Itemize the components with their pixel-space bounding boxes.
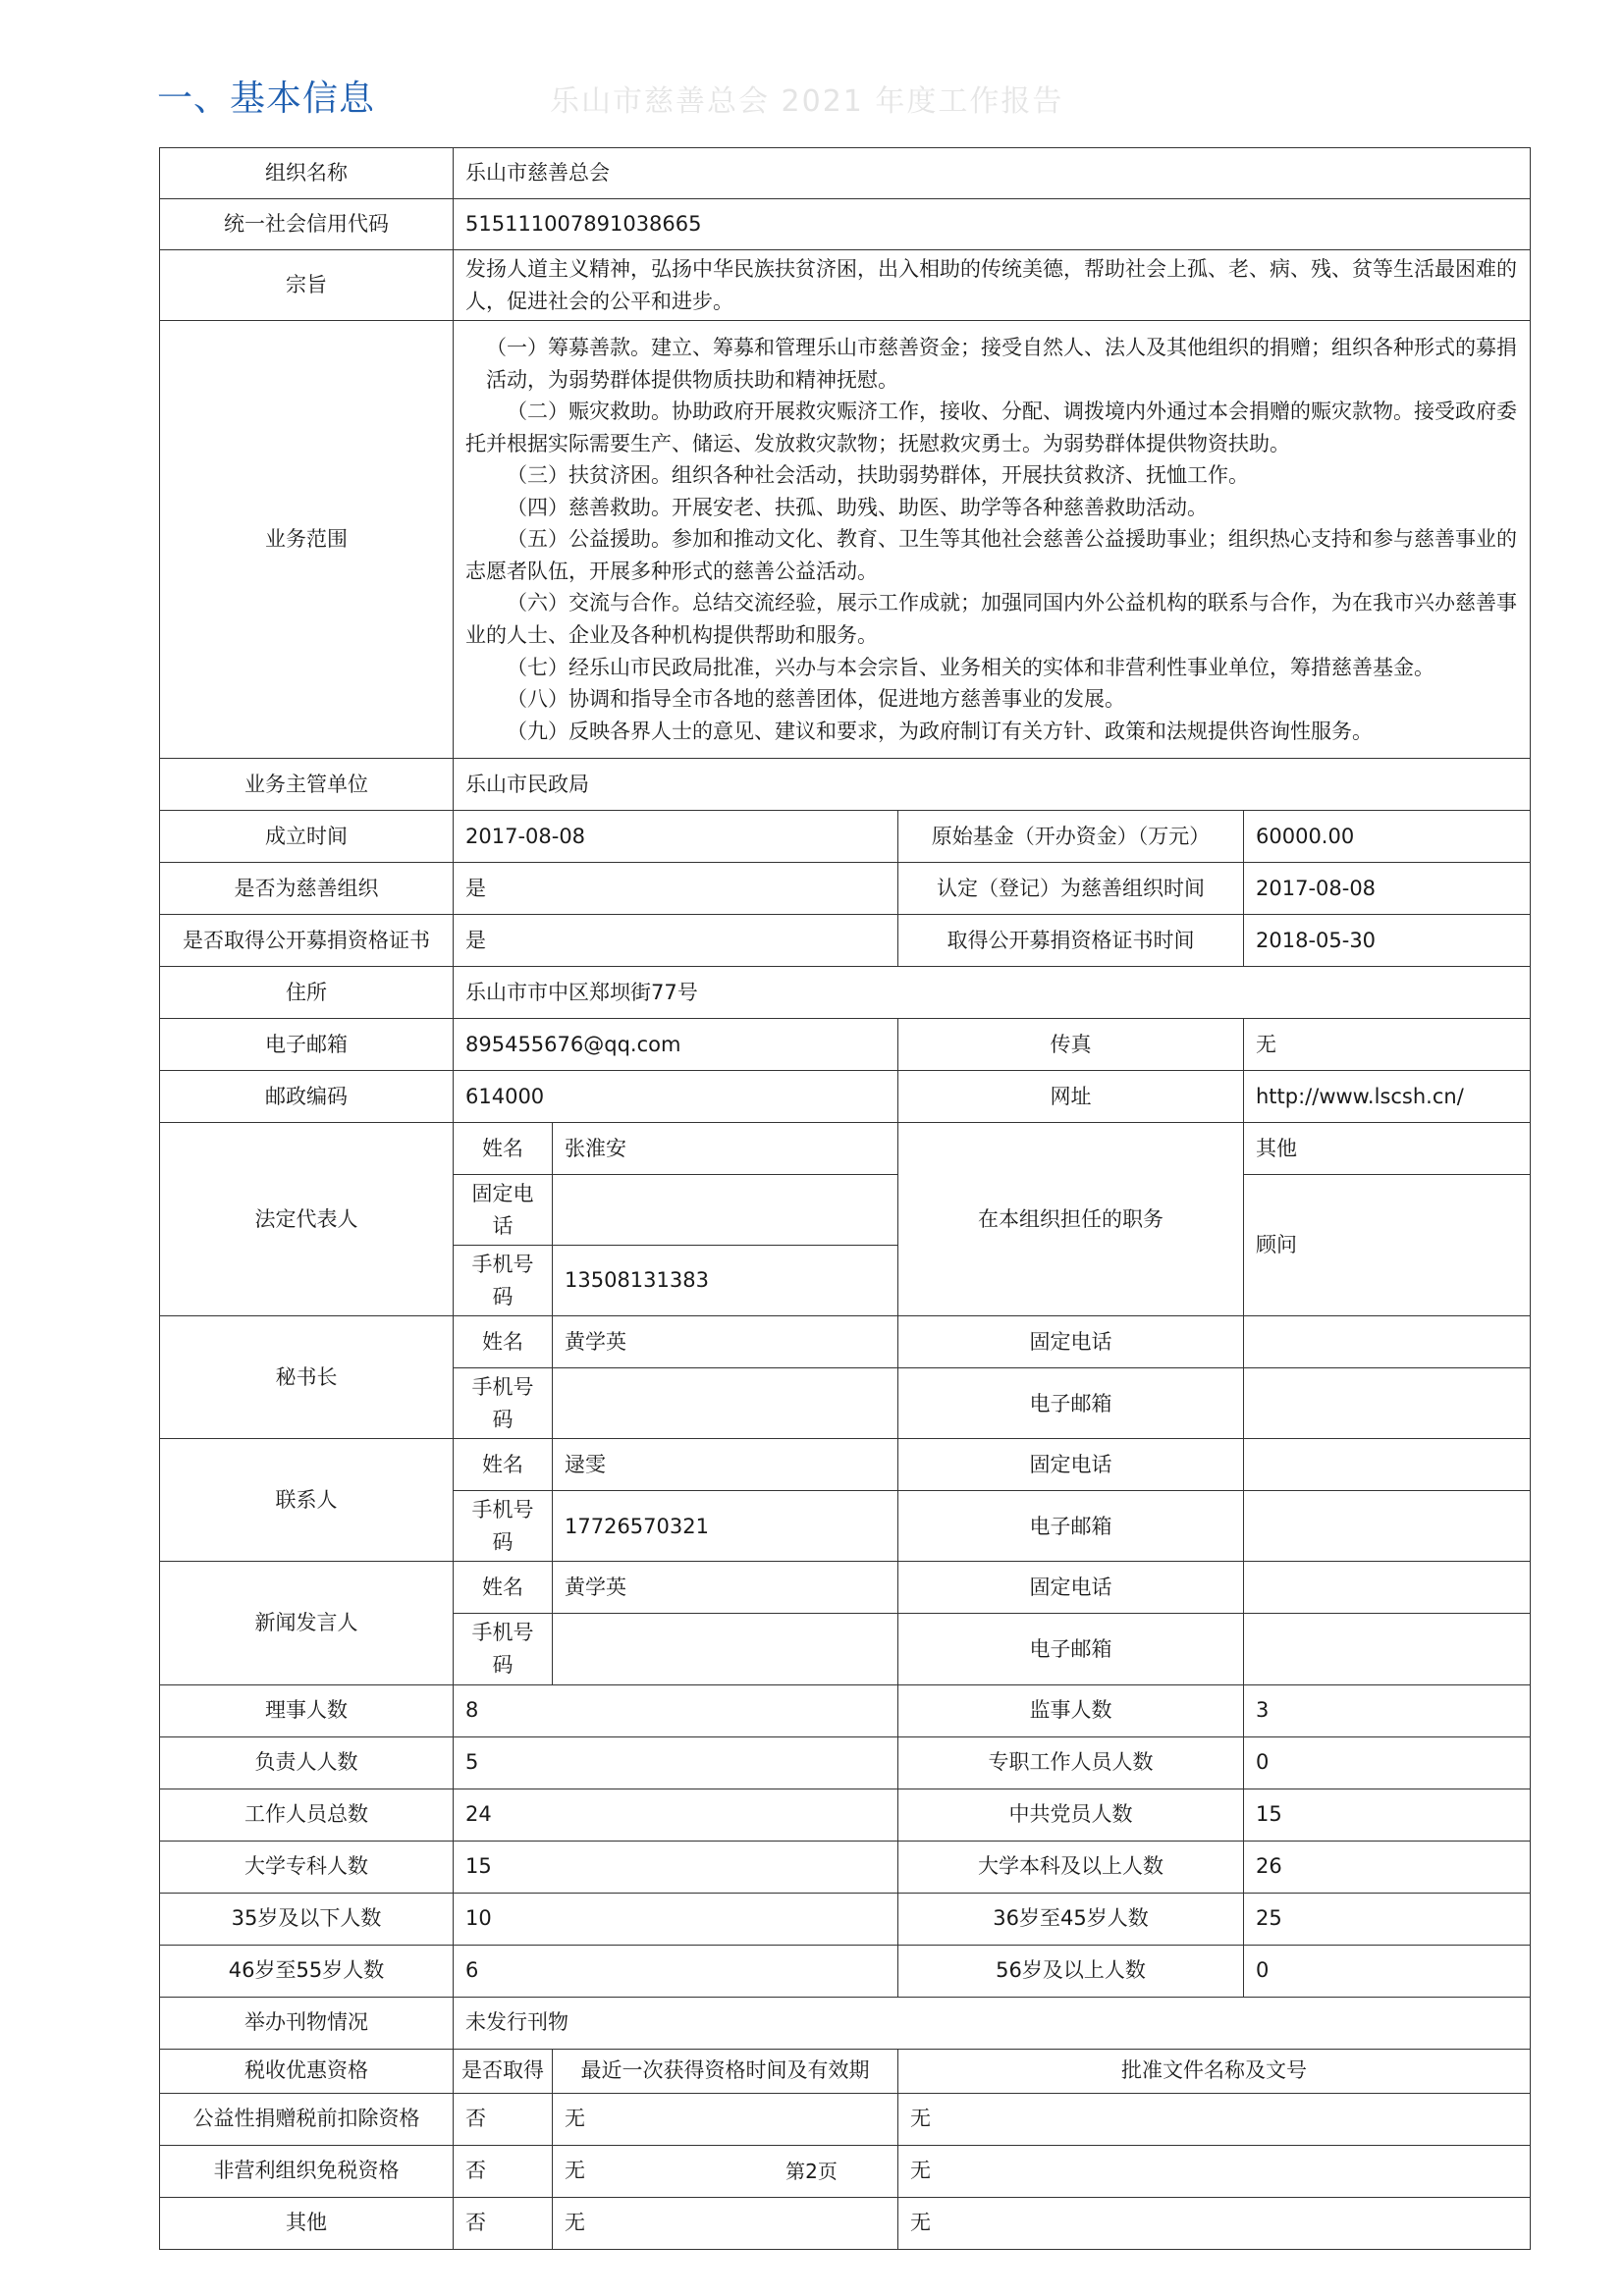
contact-mobile-value: 17726570321 bbox=[553, 1491, 898, 1562]
tax-row-recent: 无 bbox=[553, 2145, 898, 2197]
tax-row-obtained: 否 bbox=[454, 2093, 553, 2145]
row-address bbox=[160, 967, 1531, 1019]
contact-phone-value bbox=[1244, 1439, 1531, 1491]
page-number: 第2页 bbox=[785, 2160, 838, 2183]
legal-rep-mobile-value: 13508131383 bbox=[553, 1246, 898, 1316]
secretary-label: 秘书长 bbox=[160, 1316, 454, 1439]
tax-row bbox=[160, 2093, 1531, 2145]
secretary-mobile-value bbox=[553, 1368, 898, 1439]
spokesperson-email-label: 电子邮箱 bbox=[898, 1614, 1244, 1684]
tax-row-doc: 无 bbox=[898, 2145, 1531, 2197]
charity-date-value: 2017-08-08 bbox=[1244, 863, 1531, 915]
scope-item: （一）筹募善款。建立、筹募和管理乐山市慈善资金；接受自然人、法人及其他组织的捐赠；组织各种形式的募捐活动，为弱势群体提供物质扶助和精神抚慰。 bbox=[486, 336, 1517, 392]
spokesperson-mobile-value bbox=[553, 1614, 898, 1684]
credit-code-label: 统一社会信用代码 bbox=[160, 199, 454, 250]
stat-value: 25 bbox=[1244, 1893, 1531, 1945]
stat-value: 8 bbox=[454, 1684, 898, 1736]
tax-row-doc: 无 bbox=[898, 2197, 1531, 2249]
stat-label: 大学本科及以上人数 bbox=[898, 1841, 1244, 1893]
legal-rep-position-label: 在本组织担任的职务 bbox=[898, 1123, 1244, 1316]
contact-mobile-label: 手机号码 bbox=[454, 1491, 553, 1562]
spokesperson-label: 新闻发言人 bbox=[160, 1562, 454, 1684]
contact-name-label: 姓名 bbox=[454, 1439, 553, 1491]
stat-label: 56岁及以上人数 bbox=[898, 1945, 1244, 1997]
spokesperson-mobile-label: 手机号码 bbox=[454, 1614, 553, 1684]
stat-value: 0 bbox=[1244, 1736, 1531, 1789]
scope-value bbox=[454, 321, 1531, 759]
tax-col-recent: 最近一次获得资格时间及有效期 bbox=[553, 2049, 898, 2093]
legal-rep-position-other: 其他 bbox=[1244, 1123, 1531, 1175]
row-stat bbox=[160, 1893, 1531, 1945]
spokesperson-phone-value bbox=[1244, 1562, 1531, 1614]
contact-name-value: 逯雯 bbox=[553, 1439, 898, 1491]
org-name-value: 乐山市慈善总会 bbox=[454, 148, 1531, 199]
stat-value: 26 bbox=[1244, 1841, 1531, 1893]
legal-rep-name-value: 张淮安 bbox=[553, 1123, 898, 1175]
row-fundraising-cert bbox=[160, 915, 1531, 967]
tax-row-label: 非营利组织免税资格 bbox=[160, 2145, 454, 2197]
scope-item: （九）反映各界人士的意见、建议和要求，为政府制订有关方针、政策和法规提供咨询性服务。 bbox=[507, 719, 1373, 743]
row-legal-rep-name bbox=[160, 1123, 1531, 1175]
secretary-name-value: 黄学英 bbox=[553, 1316, 898, 1368]
stat-value: 10 bbox=[454, 1893, 898, 1945]
org-name-label: 组织名称 bbox=[160, 148, 454, 199]
row-secretary-name bbox=[160, 1316, 1531, 1368]
stat-label: 35岁及以下人数 bbox=[160, 1893, 454, 1945]
row-credit-code bbox=[160, 199, 1531, 250]
row-stat bbox=[160, 1841, 1531, 1893]
postcode-value: 614000 bbox=[454, 1071, 898, 1123]
legal-rep-mobile-label: 手机号码 bbox=[454, 1246, 553, 1316]
publication-value: 未发行刊物 bbox=[454, 1997, 1531, 2049]
tax-col-doc: 批准文件名称及文号 bbox=[898, 2049, 1531, 2093]
stat-label: 监事人数 bbox=[898, 1684, 1244, 1736]
spokesperson-email-value bbox=[1244, 1614, 1531, 1684]
postcode-label: 邮政编码 bbox=[160, 1071, 454, 1123]
stat-value: 5 bbox=[454, 1736, 898, 1789]
fundraising-cert-label: 是否取得公开募捐资格证书 bbox=[160, 915, 454, 967]
fundraising-cert-date-label: 取得公开募捐资格证书时间 bbox=[898, 915, 1244, 967]
row-email bbox=[160, 1019, 1531, 1071]
stat-value: 15 bbox=[454, 1841, 898, 1893]
website-value: http://www.lscsh.cn/ bbox=[1244, 1071, 1531, 1123]
row-stat bbox=[160, 1684, 1531, 1736]
purpose-value: 发扬人道主义精神，弘扬中华民族扶贫济困，出入相助的传统美德，帮助社会上孤、老、病、残、贫等生活最困难的人，促进社会的公平和进步。 bbox=[454, 250, 1531, 321]
scope-item: （二）赈灾救助。协助政府开展救灾赈济工作，接收、分配、调拨境内外通过本会捐赠的赈灾款物。接受政府委托并根据实际需要生产、储运、发放救灾款物；抚慰救灾勇士。为弱势群体提供物资扶助。 bbox=[465, 400, 1517, 455]
legal-rep-name-label: 姓名 bbox=[454, 1123, 553, 1175]
contact-phone-label: 固定电话 bbox=[898, 1439, 1244, 1491]
contact-label: 联系人 bbox=[160, 1439, 454, 1562]
contact-email-label: 电子邮箱 bbox=[898, 1491, 1244, 1562]
stat-label: 专职工作人员人数 bbox=[898, 1736, 1244, 1789]
tax-row-recent: 无 bbox=[553, 2093, 898, 2145]
fax-value: 无 bbox=[1244, 1019, 1531, 1071]
row-tax-header bbox=[160, 2049, 1531, 2093]
tax-row-obtained: 否 bbox=[454, 2145, 553, 2197]
charity-date-label: 认定（登记）为慈善组织时间 bbox=[898, 863, 1244, 915]
secretary-phone-value bbox=[1244, 1316, 1531, 1368]
scope-item: （三）扶贫济困。组织各种社会活动，扶助弱势群体，开展扶贫救济、抚恤工作。 bbox=[507, 463, 1249, 488]
bleed-through-header: 乐山市慈善总会 2021 年度工作报告 bbox=[550, 84, 1064, 119]
stat-label: 36岁至45岁人数 bbox=[898, 1893, 1244, 1945]
row-is-charity bbox=[160, 863, 1531, 915]
tax-row-doc: 无 bbox=[898, 2093, 1531, 2145]
address-label: 住所 bbox=[160, 967, 454, 1019]
row-supervisor bbox=[160, 759, 1531, 811]
established-value: 2017-08-08 bbox=[454, 811, 898, 863]
publication-label: 举办刊物情况 bbox=[160, 1997, 454, 2049]
spokesperson-name-label: 姓名 bbox=[454, 1562, 553, 1614]
stat-value: 15 bbox=[1244, 1789, 1531, 1841]
spokesperson-name-value: 黄学英 bbox=[553, 1562, 898, 1614]
scope-label: 业务范围 bbox=[160, 321, 454, 759]
stat-label: 大学专科人数 bbox=[160, 1841, 454, 1893]
basic-info-table bbox=[159, 147, 1531, 2250]
supervisor-value: 乐山市民政局 bbox=[454, 759, 1531, 811]
supervisor-label: 业务主管单位 bbox=[160, 759, 454, 811]
secretary-email-value bbox=[1244, 1368, 1531, 1439]
stat-label: 理事人数 bbox=[160, 1684, 454, 1736]
tax-row-label: 公益性捐赠税前扣除资格 bbox=[160, 2093, 454, 2145]
fax-label: 传真 bbox=[898, 1019, 1244, 1071]
tax-label: 税收优惠资格 bbox=[160, 2049, 454, 2093]
scope-item: （七）经乐山市民政局批准，兴办与本会宗旨、业务相关的实体和非营利性事业单位，筹措慈善基金。 bbox=[507, 655, 1434, 679]
secretary-name-label: 姓名 bbox=[454, 1316, 553, 1368]
purpose-label: 宗旨 bbox=[160, 250, 454, 321]
row-stat bbox=[160, 1789, 1531, 1841]
section-title: 一、基本信息 bbox=[157, 79, 376, 119]
secretary-email-label: 电子邮箱 bbox=[898, 1368, 1244, 1439]
row-scope bbox=[160, 321, 1531, 759]
legal-rep-phone-value bbox=[553, 1175, 898, 1246]
established-label: 成立时间 bbox=[160, 811, 454, 863]
spokesperson-phone-label: 固定电话 bbox=[898, 1562, 1244, 1614]
scope-item: （五）公益援助。参加和推动文化、教育、卫生等其他社会慈善公益援助事业；组织热心支持和参与慈善事业的志愿者队伍，开展多种形式的慈善公益活动。 bbox=[465, 527, 1517, 583]
legal-rep-label: 法定代表人 bbox=[160, 1123, 454, 1316]
fund-value: 60000.00 bbox=[1244, 811, 1531, 863]
is-charity-label: 是否为慈善组织 bbox=[160, 863, 454, 915]
email-label: 电子邮箱 bbox=[160, 1019, 454, 1071]
email-value: 895455676@qq.com bbox=[454, 1019, 898, 1071]
stat-label: 工作人员总数 bbox=[160, 1789, 454, 1841]
stat-value: 3 bbox=[1244, 1684, 1531, 1736]
scope-item: （八）协调和指导全市各地的慈善团体，促进地方慈善事业的发展。 bbox=[507, 687, 1125, 712]
address-value: 乐山市市中区郑坝街77号 bbox=[454, 967, 1531, 1019]
row-stat bbox=[160, 1736, 1531, 1789]
stat-value: 6 bbox=[454, 1945, 898, 1997]
stat-label: 46岁至55岁人数 bbox=[160, 1945, 454, 1997]
stat-label: 中共党员人数 bbox=[898, 1789, 1244, 1841]
row-stat bbox=[160, 1945, 1531, 1997]
fund-label: 原始基金（开办资金）（万元） bbox=[898, 811, 1244, 863]
is-charity-value: 是 bbox=[454, 863, 898, 915]
tax-row bbox=[160, 2197, 1531, 2249]
secretary-mobile-label: 手机号码 bbox=[454, 1368, 553, 1439]
scope-item: （四）慈善救助。开展安老、扶孤、助残、助医、助学等各种慈善救助活动。 bbox=[507, 495, 1208, 519]
row-established bbox=[160, 811, 1531, 863]
stat-value: 24 bbox=[454, 1789, 898, 1841]
stat-value: 0 bbox=[1244, 1945, 1531, 1997]
tax-row-obtained: 否 bbox=[454, 2197, 553, 2249]
row-postcode bbox=[160, 1071, 1531, 1123]
stat-label: 负责人人数 bbox=[160, 1736, 454, 1789]
tax-row-recent: 无 bbox=[553, 2197, 898, 2249]
credit-code-value: 515111007891038665 bbox=[454, 199, 1531, 250]
website-label: 网址 bbox=[898, 1071, 1244, 1123]
tax-row-label: 其他 bbox=[160, 2197, 454, 2249]
row-purpose bbox=[160, 250, 1531, 321]
scope-item: （六）交流与合作。总结交流经验，展示工作成就；加强同国内外公益机构的联系与合作，为在我市兴办慈善事业的人士、企业及各种机构提供帮助和服务。 bbox=[465, 591, 1517, 647]
row-publication bbox=[160, 1997, 1531, 2049]
row-spokesperson-name bbox=[160, 1562, 1531, 1614]
legal-rep-position-value: 顾问 bbox=[1244, 1175, 1531, 1316]
fundraising-cert-date-value: 2018-05-30 bbox=[1244, 915, 1531, 967]
legal-rep-phone-label: 固定电话 bbox=[454, 1175, 553, 1246]
fundraising-cert-value: 是 bbox=[454, 915, 898, 967]
tax-col-obtained: 是否取得 bbox=[454, 2049, 553, 2093]
secretary-phone-label: 固定电话 bbox=[898, 1316, 1244, 1368]
row-contact-name bbox=[160, 1439, 1531, 1491]
row-org-name bbox=[160, 148, 1531, 199]
contact-email-value bbox=[1244, 1491, 1531, 1562]
